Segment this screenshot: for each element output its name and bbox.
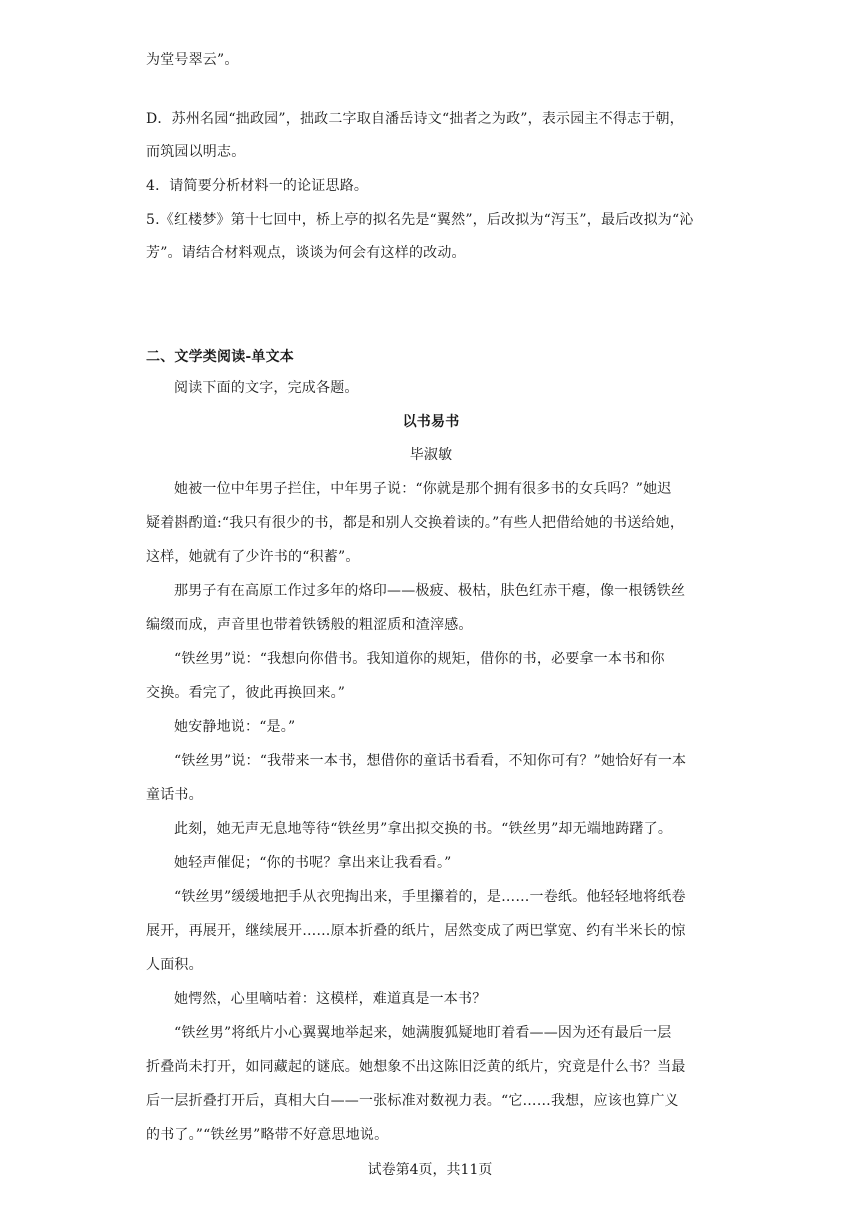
text-line: 为堂号翠云”。 — [146, 52, 239, 68]
article-line: 这样，她就有了少许书的“积蓄”。 — [146, 549, 360, 565]
article-line: 她愕然，心里嘀咕着：这模样，难道真是一本书？ — [174, 991, 487, 1007]
option-d-line-1: D．苏州名园“拙政园”，拙政二字取自潘岳诗文“拙者之为政”，表示园主不得志于朝， — [146, 111, 684, 127]
question-4: 4．请简要分析材料一的论证思路。 — [146, 178, 369, 194]
article-author: 毕淑敏 — [409, 447, 453, 463]
article-line: 疑着斟酌道:“我只有很少的书，都是和别人交换着读的。”有些人把借给她的书送给她， — [146, 515, 685, 531]
page-footer: 试卷第4页，共11页 — [367, 1162, 493, 1178]
article-line: 展开，再展开，继续展开……原本折叠的纸片，居然变成了两巴掌宽、约有半米长的惊 — [146, 923, 686, 939]
article-line: 她安静地说：“是。” — [174, 719, 296, 735]
article-title: 以书易书 — [402, 414, 460, 430]
article-line: “铁丝男”将纸片小心翼翼地举起来，她满腹狐疑地盯着看——因为还有最后一层 — [174, 1025, 672, 1041]
article-line: 童话书。 — [146, 787, 203, 803]
article-line: 交换。看完了，彼此再换回来。” — [146, 685, 346, 701]
article-line: 她轻声催促；“你的书呢？拿出来让我看看。” — [174, 855, 452, 871]
article-line: 此刻，她无声无息地等待“铁丝男”拿出拟交换的书。“铁丝男”却无端地踌躇了。 — [174, 821, 673, 837]
article-line: 她被一位中年男子拦住，中年男子说：“你就是那个拥有很多书的女兵吗？”她迟 — [174, 481, 672, 497]
article-line: 的书了。”“铁丝男”略带不好意思地说。 — [146, 1127, 389, 1143]
section-heading: 二、文学类阅读-单文本 — [146, 349, 295, 365]
article-line: “铁丝男”缓缓地把手从衣兜掏出来，手里攥着的，是……一卷纸。他轻轻地将纸卷 — [174, 889, 686, 905]
article-line: 折叠尚未打开，如同藏起的谜底。她想象不出这陈旧泛黄的纸片，究竟是什么书？当最 — [146, 1059, 686, 1075]
article-line: “铁丝男”说：“我想向你借书。我知道你的规矩，借你的书，必要拿一本书和你 — [174, 651, 665, 667]
question-5-line-2: 芳”。请结合材料观点，谈谈为何会有这样的改动。 — [146, 245, 466, 261]
article-line: “铁丝男”说：“我带来一本书，想借你的童话书看看，不知你可有？”她恰好有一本 — [174, 753, 687, 769]
option-d-line-2: 而筑园以明志。 — [146, 144, 246, 160]
article-line: 人面积。 — [146, 957, 203, 973]
section-instruction: 阅读下面的文字，完成各题。 — [174, 380, 359, 396]
article-line: 编缀而成，声音里也带着铁锈般的粗涩质和渣滓感。 — [146, 617, 473, 633]
question-5-line-1: 5.《红楼梦》第十七回中，桥上亭的拟名先是“翼然”，后改拟为“泻玉”，最后改拟为“沁 — [146, 212, 694, 228]
article-line: 那男子有在高原工作过多年的烙印——极疲、极枯，肤色红赤干瘪，像一根锈铁丝 — [174, 583, 686, 599]
article-line: 后一层折叠打开后，真相大白——一张标准对数视力表。“它……我想，应该也算广义 — [146, 1093, 679, 1109]
